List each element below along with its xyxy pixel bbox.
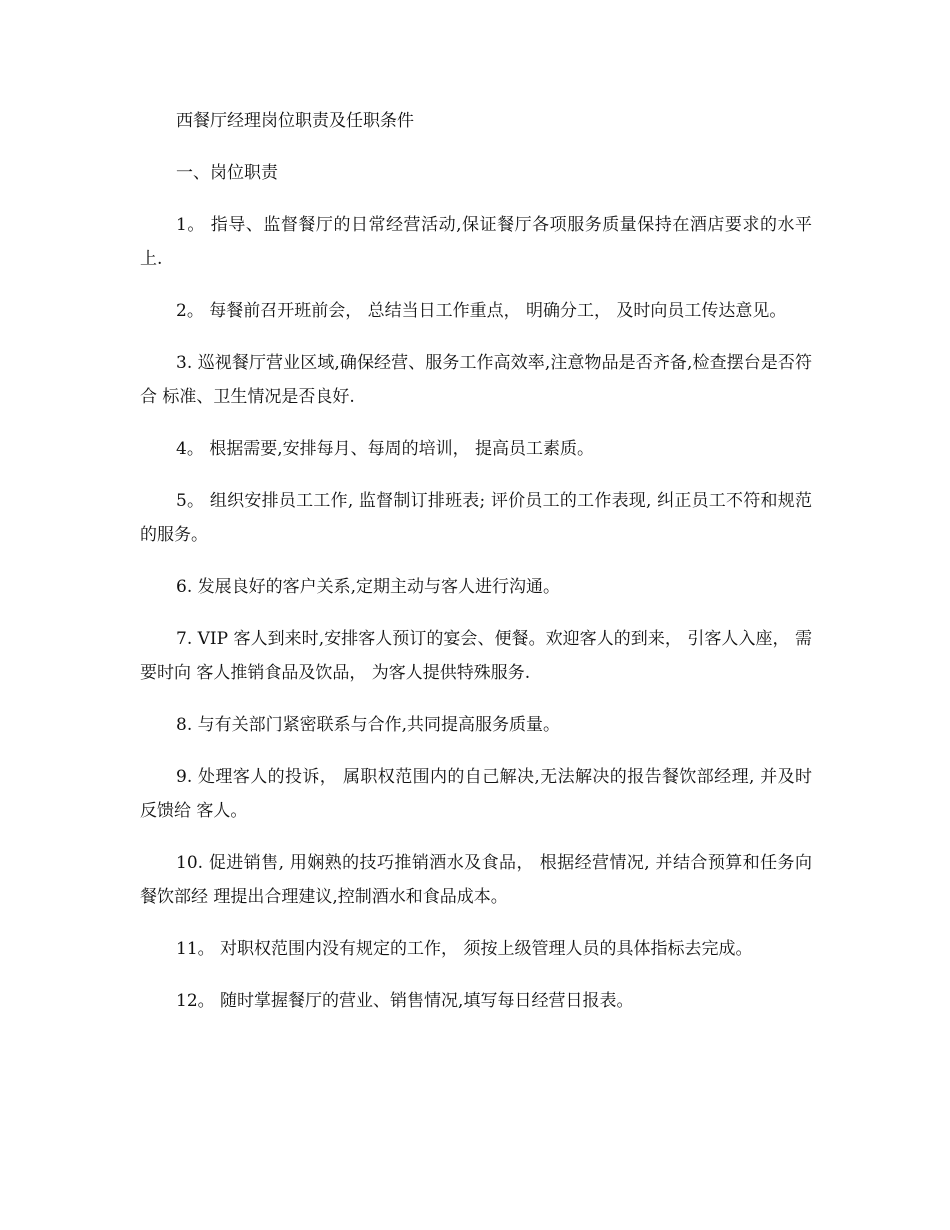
duty-item-11: 11。 对职权范围内没有规定的工作， 须按上级管理人员的具体指标去完成。 — [176, 939, 753, 959]
duty-item-2: 2。 每餐前召开班前会， 总结当日工作重点， 明确分工， 及时向员工传达意见。 — [176, 301, 787, 321]
duty-item-7: 7. VIP 客人到来时,安排客人预订的宴会、便餐。欢迎客人的到来， 引客人入座， 需要时向 客人推销食品及饮品， 为客人提供特殊服务. — [140, 629, 812, 683]
document-title: 西餐厅经理岗位职责及任职条件 — [176, 111, 414, 131]
duty-item-6: 6. 发展良好的客户关系,定期主动与客人进行沟通。 — [176, 577, 561, 597]
duty-item-4: 4。 根据需要,安排每月、每周的培训， 提高员工素质。 — [176, 439, 595, 459]
duty-item-3: 3. 巡视餐厅营业区域,确保经营、服务工作高效率,注意物品是否齐备,检查摆台是否符合 标准、卫生情况是否良好. — [140, 353, 812, 407]
duty-item-12: 12。 随时掌握餐厅的营业、销售情况,填写每日经营日报表。 — [176, 991, 634, 1011]
document-body — [140, 104, 812, 1036]
duty-item-5: 5。 组织安排员工工作, 监督制订排班表; 评价员工的工作表现, 纠正员工不符和规范的服务。 — [140, 491, 812, 545]
duty-item-1: 1。 指导、监督餐厅的日常经营活动,保证餐厅各项服务质量保持在酒店要求的水平上. — [140, 215, 812, 269]
section-heading: 一、岗位职责 — [176, 163, 278, 183]
duty-item-10: 10. 促进销售, 用娴熟的技巧推销酒水及食品， 根据经营情况, 并结合预算和任务向餐饮部经 理提出合理建议,控制酒水和食品成本。 — [140, 853, 812, 907]
duty-item-9: 9. 处理客人的投诉， 属职权范围内的自己解决,无法解决的报告餐饮部经理, 并及时反馈给 客人。 — [140, 767, 812, 821]
duty-item-8: 8. 与有关部门紧密联系与合作,共同提高服务质量。 — [176, 715, 561, 735]
